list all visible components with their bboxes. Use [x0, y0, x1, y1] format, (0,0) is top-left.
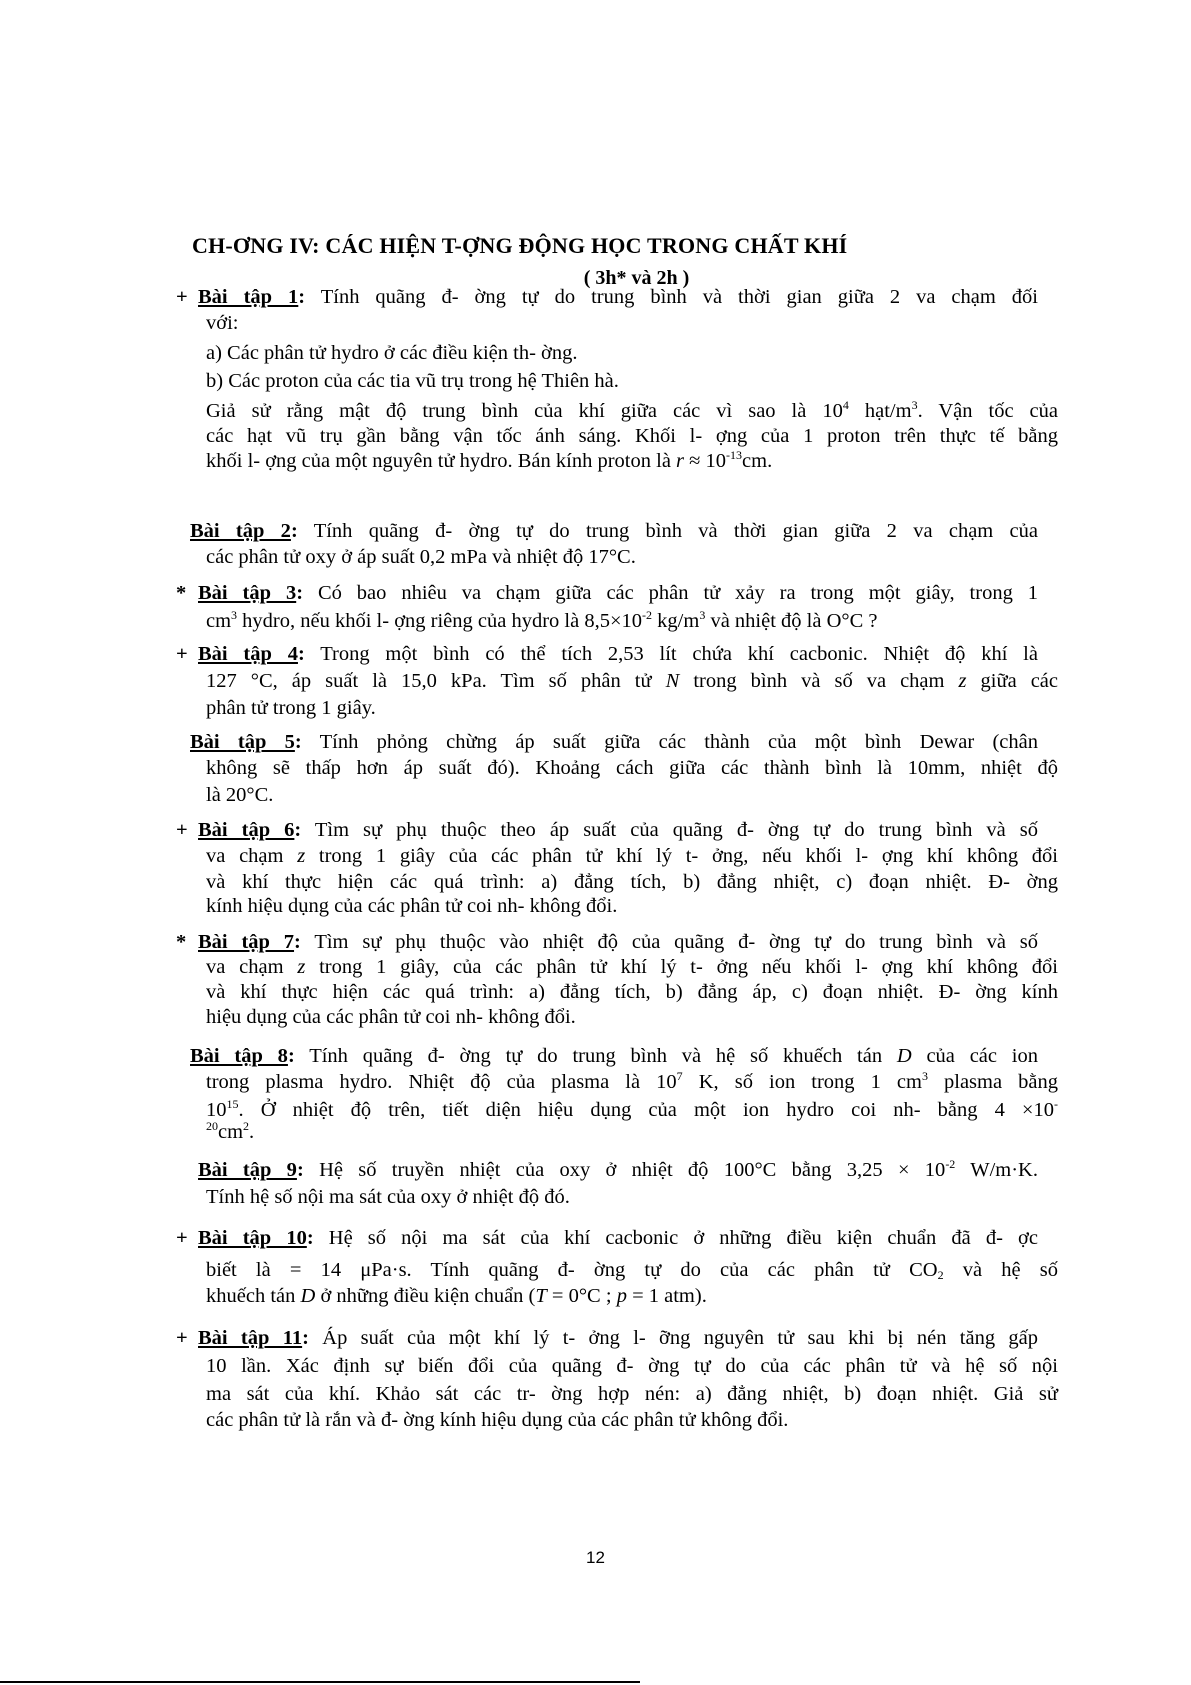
document-page: CH-ƠNG IV: CÁC HIỆN T-ỢNG ĐỘNG HỌC TRONG CHẤT KHÍ ( 3h* và 2h ) + Bài tập 1: Tính quãng đ- ờng tự do trung bình và thời gian giữa 2 va chạm đối với: a) Các phân tử hydro ở các điều kiện th- ờng. b) Các proton của các tia vũ trụ trong hệ Thiên hà. Giả sử rằng mật độ trung bình của khí giữa các vì sao là $10^4$ hạt/$m^3$. Vận tốc của các hạt vũ trụ gần bằng vận tốc ánh sáng. Khối l- ợng của 1 proton trên thực tế bằng khối l- ợng của một nguyên tử hydro. Bán kính proton là $r \approx 10^{-13}cm$. Bài tập 2: Tính quãng đ- ờng tự do trung bình và thời gian giữa 2 va chạm của các phân tử oxy ở áp suất 0,2 mPa và nhiệt độ 17°C. * Bài tập 3: Có bao nhiêu va chạm giữa các phân tử xảy ra trong một giây, trong 1 $cm^3$ hydro, nếu khối l- ợng riêng của hydro là $8,5\times 10^{-2}$ $kg/m^3$ và nhiệt độ là O°C ? + Bài tập 4: Trong một bình có thể tích 2,53 lít chứa khí cacbonic. Nhiệt độ khí là 127 °C, áp suất là 15,0 kPa. Tìm số phân tử N trong bình và số va chạm z giữa các phân tử trong 1 giây. Bài tập 5: Tính phỏng chừng áp suất giữa các thành của một bình Dewar (chân không sẽ thấp hơn áp suất đó). Khoảng cách giữa các thành bình là 10mm, nhiệt độ là 20°C. + Bài tập 6: Tìm sự phụ thuộc theo áp suất của quãng đ- ờng tự do trung bình và số va chạm z trong 1 giây của các phân tử khí lý t- ởng, nếu khối l- ợng khí không đổi và khí thực hiện các quá trình: a) đẳng tích, b) đẳng nhiệt, c) đoạn nhiệt. Đ- ờng kính hiệu dụng của các phân tử coi nh- không đổi. * Bài tập 7: Tìm sự phụ thuộc vào nhiệt độ của quãng đ- ờng tự do trung bình và số va chạm z trong 1 giây, của các phân tử khí lý t- ởng nếu khối l- ợng khí không đổi và khí thực hiện các quá trình: a) đẳng tích, b) đẳng áp, c) đoạn nhiệt. Đ- ờng kính hiệu dụng của các phân tử coi nh- không đổi. Bài tập 8: Tính quãng đ- ờng tự do trung bình và hệ số khuếch tán D của các ion trong plasma hydro. Nhiệt độ của plasma là $10^7$ K, số ion trong 1 $cm^3$ plasma bằng $10^{15}$. Ở nhiệt độ trên, tiết diện hiệu dụng của một ion hydro coi nh- bằng 4 ×10- $^{20}cm^2$. Bài tập 9: Hệ số truyền nhiệt của oxy ở nhiệt độ 100°C bằng $3,25 \times 10^{-2}$ W/m·K. Tính hệ số nội ma sát của oxy ở nhiệt độ đó. + Bài tập 10: Hệ số nội ma sát của khí cacbonic ở những điều kiện chuẩn đã đ- ợc biết là = 14 μPa·s. Tính quãng đ- ờng tự do của các phân tử $CO_2$ và hệ số khuếch tán D ở những điều kiện chuẩn (T = 0°C ; p = 1 atm). + Bài tập 11: Áp suất của một khí lý t- ởng l- ỡng nguyên tử sau khi bị nén tăng gấp 10 lần. Xác định sự biến đổi của quãng đ- ờng tự do của các phân tử và hệ số nội ma sát của khí. Khảo sát các tr- ờng hợp nén: a) đẳng nhiệt, b) đoạn nhiệt. Giả sử các phân tử là rắn và đ- ờng kính hiệu dụng của các phân tử không đổi. 12	[0, 0, 1191, 1685]
exercise-label: Bài tập 10	[198, 1227, 307, 1249]
exercise-label: Bài tập 6	[198, 819, 295, 841]
exercise-label: Bài tập 8	[190, 1045, 288, 1067]
exercise-label: Bài tập 11	[198, 1327, 303, 1349]
exercise-label: Bài tập 1	[198, 286, 299, 308]
exercise-text: với:	[206, 312, 239, 334]
exercise-item-a: a) Các phân tử hydro ở các điều kiện th- ờng.	[206, 342, 578, 364]
chapter-title: CH-ƠNG IV: CÁC HIỆN T-ỢNG ĐỘNG HỌC TRONG CHẤT KHÍ	[192, 233, 848, 258]
exercise-label: Bài tập 7	[198, 931, 295, 953]
footer-rule	[0, 1681, 640, 1683]
exercise-marker: +	[176, 286, 188, 308]
page-number: 12	[586, 1548, 605, 1567]
exercise-label: Bài tập 4	[198, 643, 298, 665]
exercise-label: Bài tập 9	[198, 1159, 297, 1181]
exercise-item-b: b) Các proton của các tia vũ trụ trong hệ Thiên hà.	[206, 370, 619, 392]
exercise-label: Bài tập 2	[190, 520, 291, 542]
chapter-subtitle: ( 3h* và 2h )	[583, 267, 690, 289]
exercise-text: Tính quãng đ- ờng tự do trung bình và thời gian giữa 2 va chạm đối	[320, 286, 1038, 308]
exercise-label: Bài tập 3	[198, 582, 297, 604]
exercise-label: Bài tập 5	[190, 731, 295, 753]
